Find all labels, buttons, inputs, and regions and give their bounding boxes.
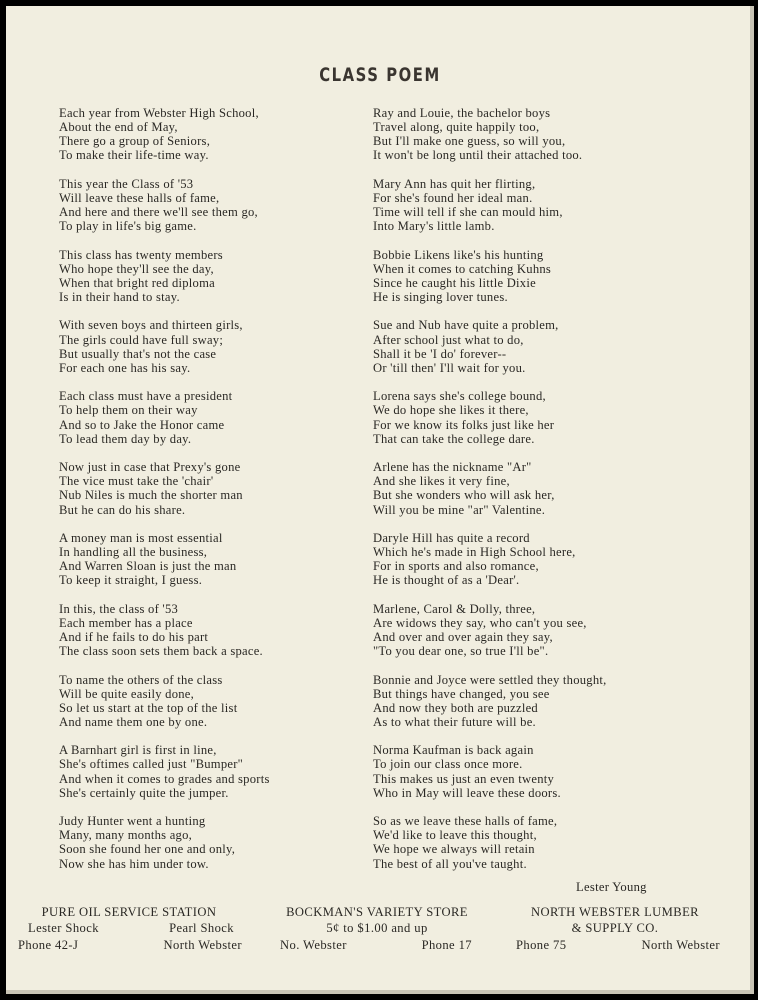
poem-line: For each one has his say. — [59, 360, 191, 375]
ad-lumber — [508, 904, 722, 953]
yearbook-page — [6, 6, 754, 994]
poem-line: Travel along, quite happily too, — [373, 120, 540, 135]
poem-line: And name them one by one. — [59, 714, 208, 729]
poem-line: Will leave these halls of fame, — [59, 190, 220, 205]
ad-lumber-phone: Phone 75 — [516, 937, 567, 952]
poem-line: Daryle Hill has quite a record — [373, 530, 530, 545]
poem-line: Bobbie Likens like's his hunting — [373, 247, 544, 262]
poem-line: So let us start at the top of the list — [59, 700, 238, 715]
ad-bockman-prices: 5¢ to $1.00 and up — [326, 921, 428, 936]
poem-line: Each member has a place — [59, 615, 193, 630]
poem-line: And Warren Sloan is just the man — [59, 559, 237, 574]
poem-line: With seven boys and thirteen girls, — [59, 318, 243, 333]
poem-stanza — [59, 531, 359, 588]
poem-line: For she's found her ideal man. — [373, 190, 533, 205]
poem-line: So as we leave these halls of fame, — [373, 814, 558, 829]
poem-line: Each class must have a president — [59, 389, 233, 404]
poem-line: Will you be mine "ar" Valentine. — [373, 502, 546, 517]
poem-stanza — [373, 106, 693, 163]
poem-line: Bonnie and Joyce were settled they thought, — [373, 672, 607, 687]
poem-stanza — [59, 177, 359, 234]
poem-line: The girls could have full sway; — [59, 332, 224, 347]
poem-line: Judy Hunter went a hunting — [59, 814, 206, 829]
poem-line: Lorena says she's college bound, — [373, 389, 546, 404]
poem-line: And she likes it very fine, — [373, 474, 510, 489]
poem-line: To play in life's big game. — [59, 219, 197, 234]
poem-line: The best of all you've taught. — [373, 856, 527, 871]
poem-line: We'd like to leave this thought, — [373, 828, 537, 843]
ad-pure-oil-name: PURE OIL SERVICE STATION — [41, 905, 217, 919]
poem-line: But things have changed, you see — [373, 686, 550, 701]
ad-bockman-name: BOCKMAN'S VARIETY STORE — [286, 905, 468, 919]
poem-stanza — [59, 248, 359, 305]
poem-line: In handling all the business, — [59, 545, 208, 560]
poem-stanza — [373, 177, 693, 234]
poem-line: That can take the college dare. — [373, 431, 535, 446]
poem-stanza — [59, 106, 359, 163]
poem-stanza — [373, 389, 693, 446]
poem-stanza — [373, 814, 693, 871]
ad-pure-oil-owner-1: Lester Shock — [28, 921, 99, 936]
ad-lumber-town: North Webster — [641, 937, 720, 952]
poem-line: The class soon sets them back a space. — [59, 644, 263, 659]
poem-line: Now just in case that Prexy's gone — [59, 460, 241, 475]
poem-line: Time will tell if she can mould him, — [373, 205, 563, 220]
poem-line: Since he caught his little Dixie — [373, 275, 536, 290]
poem-line: Or 'till then' I'll wait for you. — [373, 360, 526, 375]
poem-line: She's certainly quite the jumper. — [59, 785, 229, 800]
poem-line: Soon she found her one and only, — [59, 842, 236, 857]
poem-line: He is thought of as a 'Dear'. — [373, 573, 520, 588]
poem-line: To join our class once more. — [373, 757, 523, 772]
poem-line: For we know its folks just like her — [373, 417, 555, 432]
poem-stanza — [373, 460, 693, 517]
poem-author: Lester Young — [576, 880, 647, 894]
poem-line: But I'll make one guess, so will you, — [373, 134, 566, 149]
poem-line: Who hope they'll see the day, — [59, 261, 214, 276]
poem-line: To lead them day by day. — [59, 431, 192, 446]
poem-line: And when it comes to grades and sports — [59, 771, 270, 786]
poem-line: About the end of May, — [59, 120, 178, 135]
poem-line: Shall it be 'I do' forever-- — [373, 346, 507, 361]
poem-line: To make their life-time way. — [59, 148, 209, 163]
poem-line: But usually that's not the case — [59, 346, 217, 361]
poem-stanza — [59, 460, 359, 517]
poem-stanza — [373, 673, 693, 730]
poem-line: The vice must take the 'chair' — [59, 474, 214, 489]
ad-lumber-name: NORTH WEBSTER LUMBER — [531, 905, 699, 919]
poem-line: This class has twenty members — [59, 247, 223, 262]
poem-line: Nub Niles is much the shorter man — [59, 488, 243, 503]
poem-line: And so to Jake the Honor came — [59, 417, 225, 432]
poem-line: Now she has him under tow. — [59, 856, 209, 871]
poem-line: Who in May will leave these doors. — [373, 785, 561, 800]
poem-line: When it comes to catching Kuhns — [373, 261, 552, 276]
poem-line: To help them on their way — [59, 403, 198, 418]
poem-line: And if he fails to do his part — [59, 630, 209, 644]
poem-line: When that bright red diploma — [59, 275, 215, 290]
poem-line: Will be quite easily done, — [59, 686, 195, 701]
ad-bockman-town: No. Webster — [280, 937, 347, 952]
poem-line: Ray and Louie, the bachelor boys — [373, 106, 551, 120]
poem-line: "To you dear one, so true I'll be". — [373, 644, 549, 659]
poem-stanza — [59, 318, 359, 375]
poem-line: Marlene, Carol & Dolly, three, — [373, 601, 536, 616]
poem-line: To name the others of the class — [59, 672, 223, 687]
poem-line: This year the Class of '53 — [59, 176, 194, 191]
poem-line: She's oftimes called just "Bumper" — [59, 757, 244, 772]
poem-left-column — [59, 106, 359, 885]
poem-line: He is singing lover tunes. — [373, 290, 508, 305]
poem-line: But he can do his share. — [59, 502, 186, 517]
poem-line: Many, many months ago, — [59, 828, 193, 843]
page-title: CLASS POEM — [319, 64, 441, 86]
ad-pure-oil-town: North Webster — [163, 937, 242, 952]
poem-stanza — [59, 743, 359, 800]
ad-pure-oil — [14, 904, 244, 953]
poem-line: A money man is most essential — [59, 530, 223, 545]
ad-lumber-supply: & SUPPLY CO. — [571, 921, 659, 936]
poem-line: Are widows they say, who can't you see, — [373, 615, 587, 630]
poem-line: Mary Ann has quit her flirting, — [373, 176, 536, 191]
poem-stanza — [373, 248, 693, 305]
poem-line: We do hope she likes it there, — [373, 403, 529, 418]
poem-stanza — [59, 814, 359, 871]
poem-line: As to what their future will be. — [373, 714, 536, 729]
ad-pure-oil-owner-2: Pearl Shock — [169, 921, 234, 936]
poem-line: Sue and Nub have quite a problem, — [373, 318, 559, 333]
ad-bockman — [258, 904, 496, 953]
poem-stanza — [59, 673, 359, 730]
poem-line: We hope we always will retain — [373, 842, 535, 857]
poem-line: For in sports and also romance, — [373, 559, 539, 574]
poem-stanza — [373, 743, 693, 800]
poem-line: And here and there we'll see them go, — [59, 205, 258, 220]
poem-line: Norma Kaufman is back again — [373, 743, 534, 758]
poem-line: But she wonders who will ask her, — [373, 488, 555, 503]
poem-stanza — [373, 318, 693, 375]
poem-line: And now they both are puzzled — [373, 700, 538, 715]
poem-line: After school just what to do, — [373, 332, 524, 347]
poem-line: Each year from Webster High School, — [59, 106, 259, 120]
poem-stanza — [59, 602, 359, 659]
poem-stanza — [59, 389, 359, 446]
poem-line: Is in their hand to stay. — [59, 290, 180, 305]
poem-line: It won't be long until their attached too. — [373, 148, 583, 163]
poem-right-column — [373, 106, 693, 885]
poem-line: There go a group of Seniors, — [59, 134, 211, 149]
poem-stanza — [373, 602, 693, 659]
ad-bockman-phone: Phone 17 — [421, 937, 472, 952]
poem-line: Arlene has the nickname "Ar" — [373, 460, 532, 475]
poem-line: A Barnhart girl is first in line, — [59, 743, 217, 758]
poem-line: In this, the class of '53 — [59, 601, 179, 616]
poem-line: Which he's made in High School here, — [373, 545, 576, 560]
poem-line: This makes us just an even twenty — [373, 771, 555, 786]
poem-line: To keep it straight, I guess. — [59, 573, 203, 588]
poem-line: And over and over again they say, — [373, 630, 553, 644]
poem-stanza — [373, 531, 693, 588]
poem-line: Into Mary's little lamb. — [373, 219, 495, 234]
ad-pure-oil-phone: Phone 42-J — [18, 937, 79, 952]
